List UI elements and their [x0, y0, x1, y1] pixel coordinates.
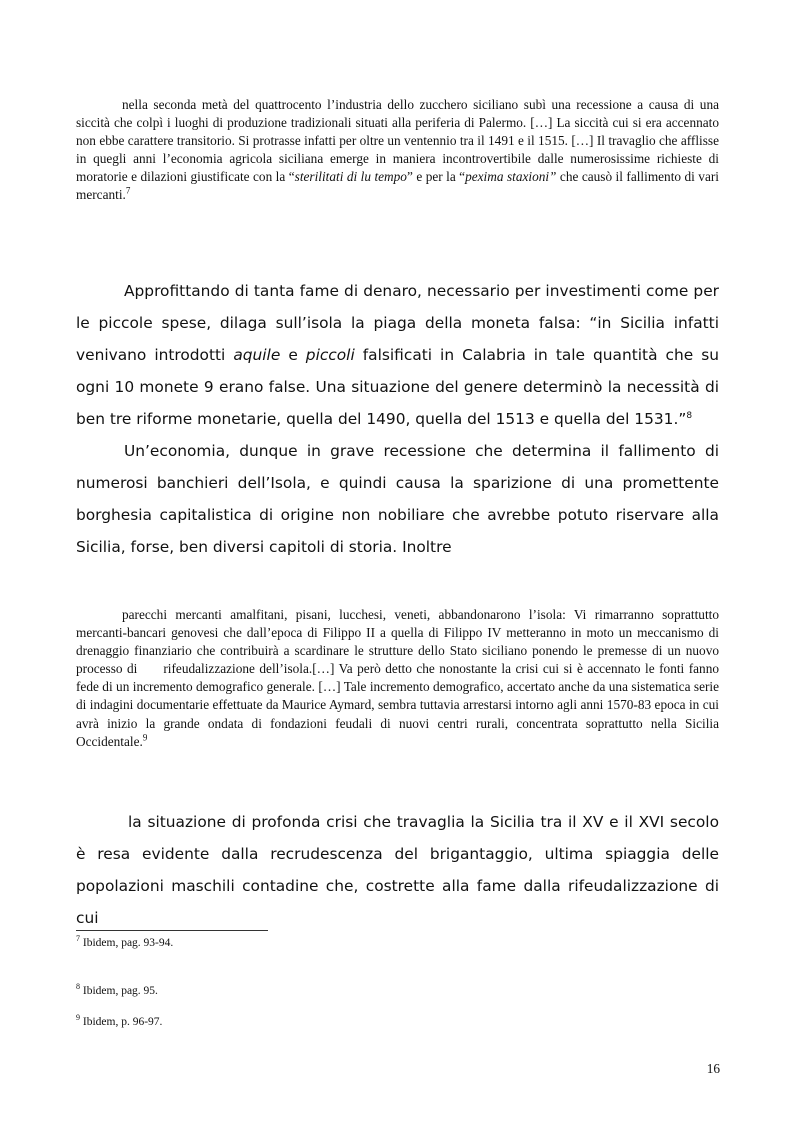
footnote-7: [76, 936, 173, 950]
footnote-separator: [76, 930, 268, 931]
footnote-text: Ibidem, pag. 93-94.: [80, 937, 174, 949]
footnote-number: 7: [76, 934, 80, 944]
block-quote-1: [76, 96, 719, 205]
paragraph-2: Un’economia, dunque in grave recessione che determina il fallimento di numerosi banchieri dell’Isola, e quindi causa la sparizione di una promettente borghesia capitalistica di origine non nobiliare che avrebbe potuto riservare alla Sicilia, forse, ben diversi capitoli di storia. Inoltre: [76, 442, 719, 556]
footnote-ref-7[interactable]: 7: [125, 186, 131, 197]
footnote-number: 9: [76, 1013, 80, 1023]
paragraph-3: la situazione di profonda crisi che travaglia la Sicilia tra il XV e il XVI secolo è resa evidente dalla recrudescenza del brigantaggio, ultima spiaggia delle popolazioni maschili contadine che, costrette alla fame dalla rifeudalizzazione di cui: [76, 813, 719, 927]
footnote-text: Ibidem, pag. 95.: [80, 985, 158, 997]
body-text-2: [76, 806, 719, 934]
footnote-ref-8[interactable]: 8: [686, 410, 693, 421]
footnote-text: Ibidem, p. 96-97.: [80, 1016, 163, 1028]
paragraph-1: Approfittando di tanta fame di denaro, necessario per investimenti come per le piccole spese, dilaga sull’isola la piaga della moneta falsa: “in Sicilia infatti venivano introdotti aquile e piccoli falsificati in Calabria in tale quantità che su ogni 10 monete 9 erano false. Una situazione del genere determinò la necessità di ben tre riforme monetarie, quella del 1490, quella del 1513 e quella del 1531.”$^8$: [76, 282, 719, 428]
block-quote-2: [76, 606, 719, 751]
footnote-9: [76, 1015, 162, 1029]
block-quote-1-text: nella seconda metà del quattrocento l’industria dello zucchero siciliano subì una recessione a causa di una siccità che colpì i luoghi di produzione tradizionali situati alla periferia di Palermo. […] La siccità cui si era accennato non ebbe carattere transitorio. Si protrasse infatti per oltre un ventennio tra il 1491 e il 1515. […] Il travaglio che afflisse in quegli anni l’economia agricola siciliana emerge in maniera incontrovertibile dalle numerosissime richieste di moratorie e dilazioni giustificate con la “sterilitati di lu tempo” e per la “pexima staxioni” che causò il fallimento di vari mercanti.$^7$: [76, 97, 719, 203]
italic-phrase: pexima staxioni”: [465, 169, 557, 185]
page-number: 16: [706, 1061, 720, 1076]
block-quote-2-text: parecchi mercanti amalfitani, pisani, lucchesi, veneti, abbandonarono l’isola: Vi rimarranno soprattutto mercanti-bancari genovesi che dall’epoca di Filippo II a quella di Filippo IV metteranno in moto un meccanismo di drenaggio finanziario che contribuirà a scardinare le strutture dello Stato siciliano ponendo le premesse di un nuovo processo di rifeudalizzazione dell’isola.[…] Va però detto che nonostante la crisi cui si è accennato le fonti fanno fede di un incremento demografico generale. […] Tale incremento demografico, accertato anche da una sistematica serie di indagini documentarie effettuate da Maurice Aymard, sembra tuttavia arrestarsi intorno agli anni 1570-83 epoca in cui avrà inizio la grande ondata di fondazioni feudali di nuovi centri rurali, concentrata soprattutto nella Sicilia Occidentale.$^9$: [76, 607, 720, 749]
footnote-number: 8: [76, 982, 80, 992]
body-text-1: [76, 275, 719, 563]
footnote-8: [76, 984, 158, 998]
italic-word: piccoli: [305, 346, 355, 364]
italic-word: aquile: [233, 346, 281, 364]
footnote-ref-9[interactable]: 9: [142, 732, 148, 743]
italic-phrase: sterilitati di lu tempo: [294, 169, 407, 185]
